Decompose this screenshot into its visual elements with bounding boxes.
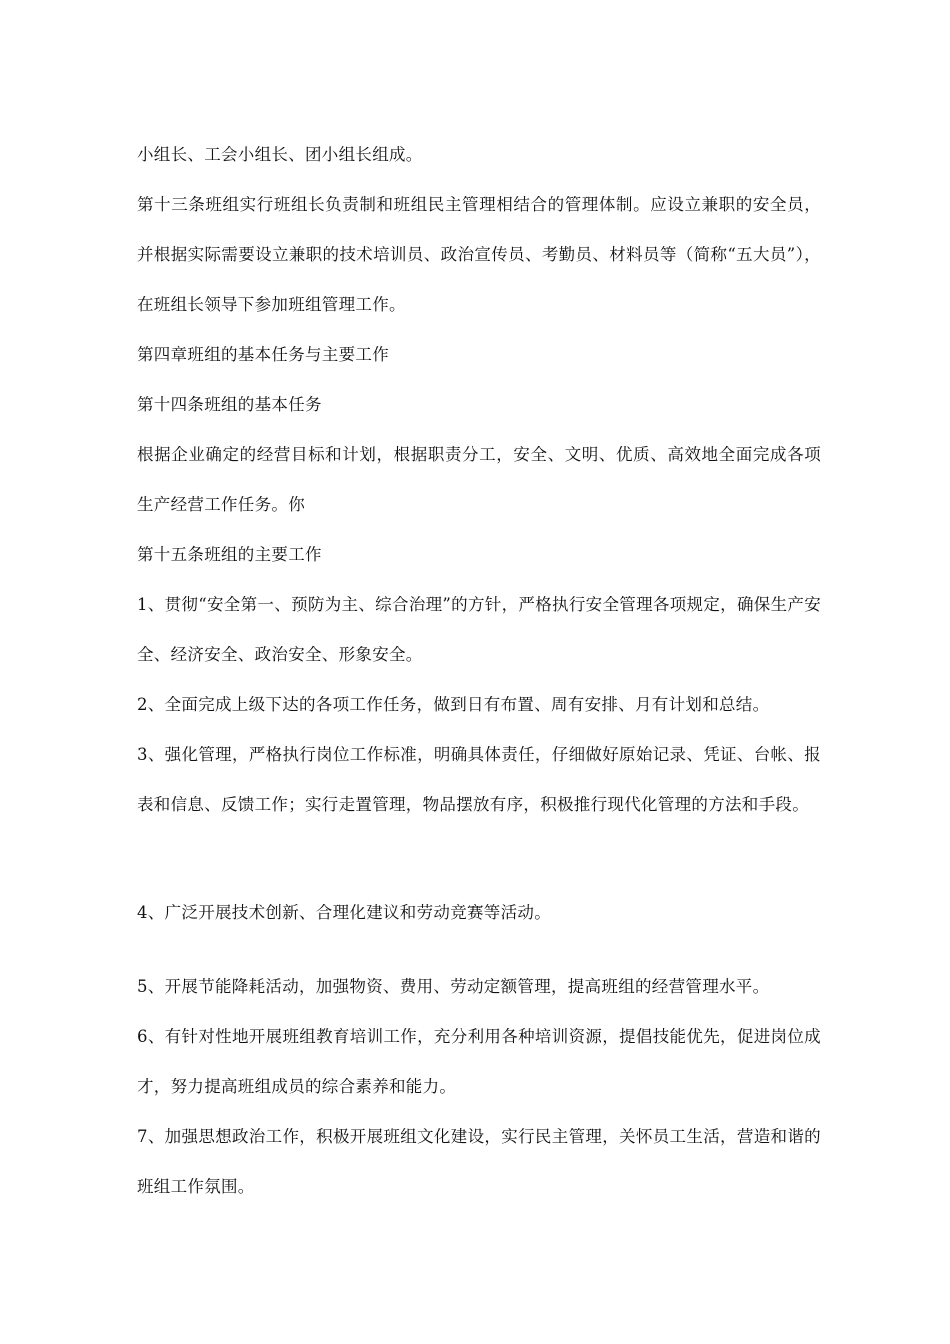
paragraph-1: 小组长、工会小组长、团小组长组成。 <box>137 145 423 164</box>
chapter-4-heading: 第四章班组的基本任务与主要工作 <box>137 345 389 364</box>
paragraph-article-13: 第十三条班组实行班组长负责制和班组民主管理相结合的管理体制。应设立兼职的安全员，并根据实际需要设立兼职的技术培训员、政治宣传员、考勤员、材料员等（简称“五大员”），在班组长领导下参加班组管理工作。 <box>137 195 821 314</box>
list-item-1: 1、贯彻“安全第一、预防为主、综合治理”的方针，严格执行安全管理各项规定，确保生产安全、经济安全、政治安全、形象安全。 <box>137 595 821 664</box>
paragraph-basic-tasks: 根据企业确定的经营目标和计划，根据职责分工，安全、文明、优质、高效地全面完成各项生产经营工作任务。你 <box>137 445 821 514</box>
article-15-heading: 第十五条班组的主要工作 <box>137 545 322 564</box>
list-item-4: 4、广泛开展技术创新、合理化建议和劳动竞赛等活动。 <box>137 903 551 922</box>
list-item-5: 5、开展节能降耗活动，加强物资、费用、劳动定额管理，提高班组的经营管理水平。 <box>137 977 770 996</box>
list-item-3: 3、强化管理，严格执行岗位工作标准，明确具体责任，仔细做好原始记录、凭证、台帐、报表和信息、反馈工作；实行走置管理，物品摆放有序，积极推行现代化管理的方法和手段。 <box>137 745 821 814</box>
list-item-7: 7、加强思想政治工作，积极开展班组文化建设，实行民主管理，关怀员工生活，营造和谐的班组工作氛围。 <box>137 1127 821 1196</box>
list-item-2: 2、全面完成上级下达的各项工作任务，做到日有布置、周有安排、月有计划和总结。 <box>137 695 770 714</box>
list-item-6: 6、有针对性地开展班组教育培训工作，充分利用各种培训资源，提倡技能优先，促进岗位成才，努力提高班组成员的综合素养和能力。 <box>137 1027 821 1096</box>
article-14-heading: 第十四条班组的基本任务 <box>137 395 322 414</box>
